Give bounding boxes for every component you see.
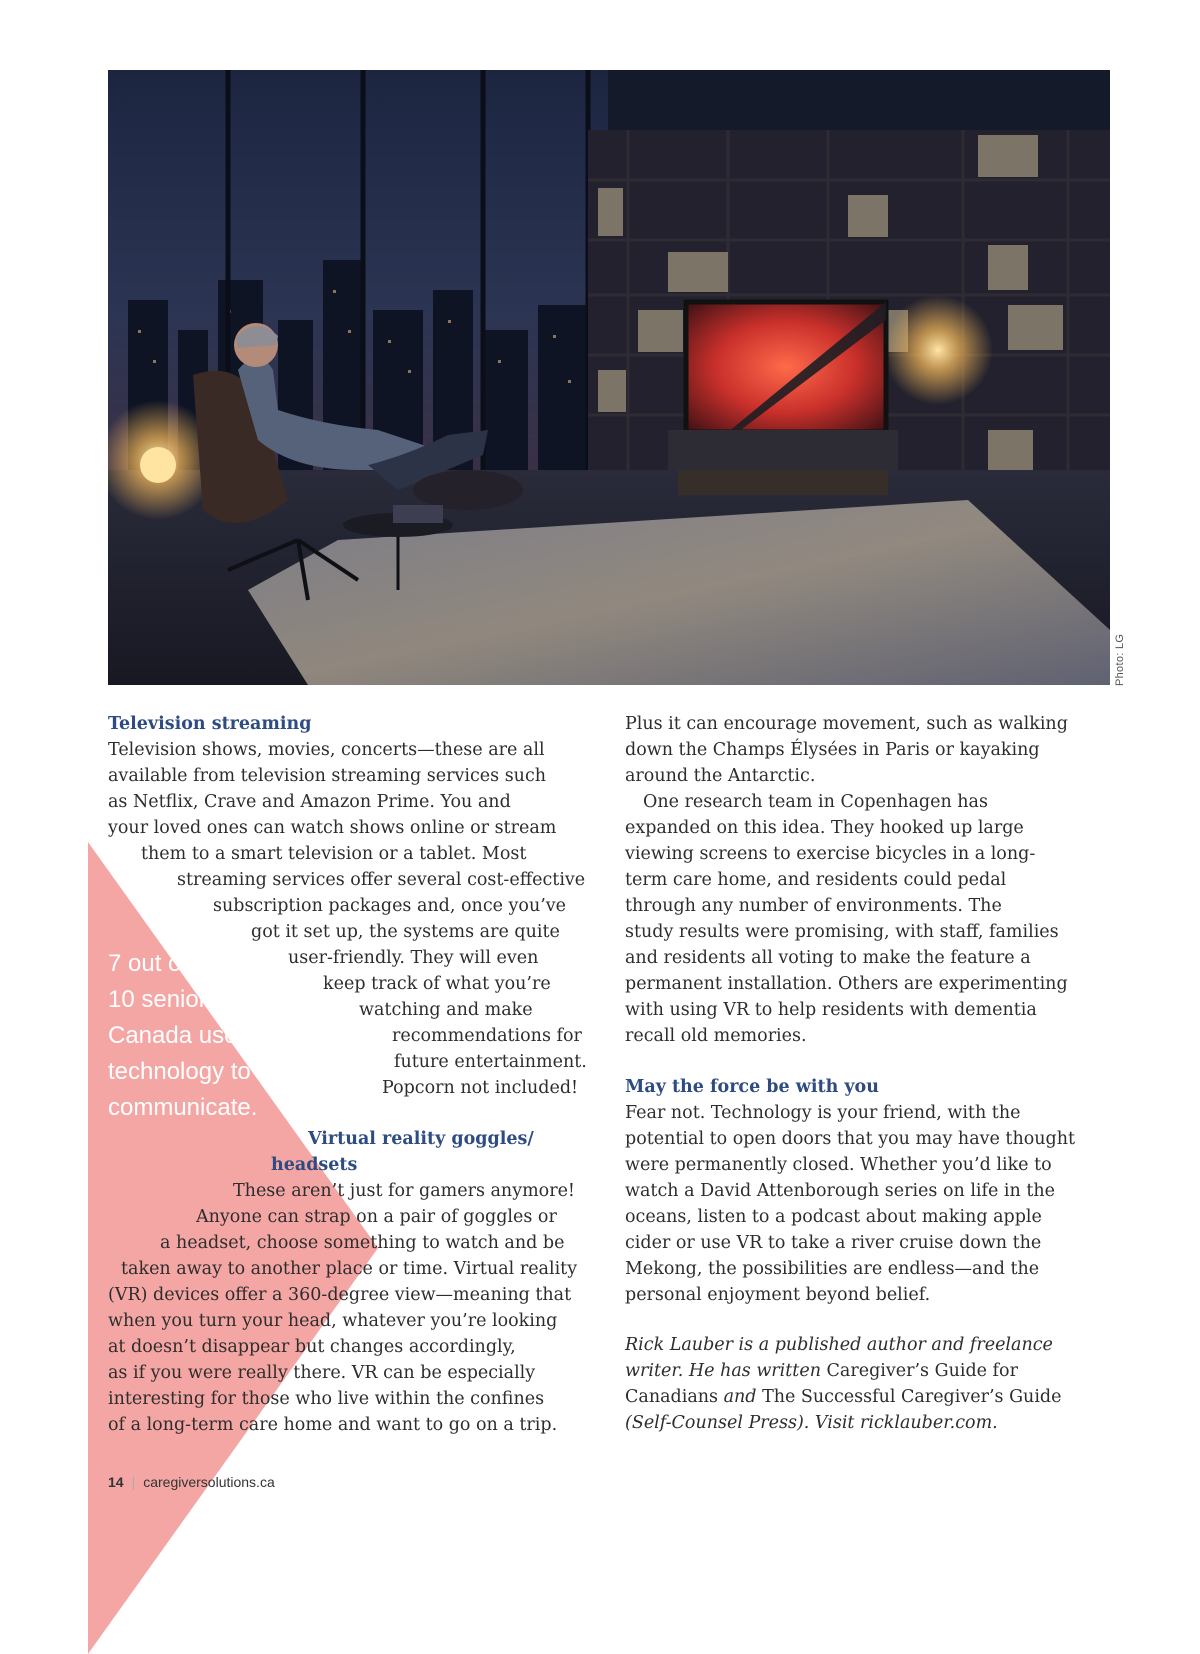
body-line: These aren’t just for gamers anymore! bbox=[233, 1181, 575, 1201]
author-bio-line: (Self-Counsel Press). Visit ricklauber.com. bbox=[625, 1413, 998, 1433]
body-line: Plus it can encourage movement, such as walking bbox=[625, 714, 1068, 734]
body-line: potential to open doors that you may have thought bbox=[625, 1129, 1076, 1149]
author-bio-text: writer. He has written bbox=[625, 1361, 827, 1381]
body-line: Fear not. Technology is your friend, with the bbox=[625, 1103, 1021, 1123]
body-line: keep track of what you’re bbox=[323, 974, 551, 994]
page-number: 14 bbox=[108, 1474, 124, 1490]
section-heading-vr-cont: headsets bbox=[271, 1155, 358, 1175]
body-line: watching and make bbox=[359, 1000, 533, 1020]
hero-photo bbox=[108, 70, 1110, 685]
body-line: term care home, and residents could pedal bbox=[625, 870, 1007, 890]
body-line: recommendations for bbox=[392, 1026, 582, 1046]
book-title: Canadians bbox=[625, 1387, 719, 1407]
body-line: and residents all voting to make the feature a bbox=[625, 948, 1031, 968]
section-heading-may-the-force: May the force be with you bbox=[625, 1077, 879, 1097]
body-line: around the Antarctic. bbox=[625, 766, 816, 786]
pull-quote-line: communicate. bbox=[108, 1094, 258, 1121]
author-bio-line: Rick Lauber is a published author and freelance bbox=[625, 1335, 1053, 1355]
author-bio-line bbox=[625, 1384, 1061, 1410]
body-line: with using VR to help residents with dementia bbox=[625, 1000, 1037, 1020]
body-line: subscription packages and, once you’ve bbox=[213, 896, 567, 916]
body-line: personal enjoyment beyond belief. bbox=[625, 1285, 931, 1305]
body-line: when you turn your head, whatever you’re looking bbox=[108, 1311, 558, 1331]
body-line: streaming services offer several cost-effective bbox=[177, 870, 586, 890]
body-line: viewing screens to exercise bicycles in a long- bbox=[625, 844, 1036, 864]
body-line: Mekong, the possibilities are endless—and the bbox=[625, 1259, 1040, 1279]
body-line: (VR) devices offer a 360-degree view—meaning that bbox=[108, 1285, 572, 1305]
footer-divider: | bbox=[131, 1474, 136, 1490]
body-line: Television shows, movies, concerts—these are all bbox=[108, 740, 545, 760]
section-heading-vr: Virtual reality goggles/ bbox=[308, 1129, 534, 1149]
body-line: them to a smart television or a tablet. Most bbox=[141, 844, 527, 864]
body-line: were permanently closed. Whether you’d like to bbox=[625, 1155, 1052, 1175]
body-line: Anyone can strap on a pair of goggles or bbox=[196, 1207, 557, 1227]
author-bio-line bbox=[625, 1358, 1018, 1384]
body-line: available from television streaming services such bbox=[108, 766, 547, 786]
section-heading-television-streaming: Television streaming bbox=[108, 714, 312, 734]
body-line: down the Champs Élysées in Paris or kayaking bbox=[625, 740, 1040, 760]
body-line: as Netflix, Crave and Amazon Prime. You and bbox=[108, 792, 511, 812]
body-line: a headset, choose something to watch and be bbox=[160, 1233, 565, 1253]
body-line: as if you were really there. VR can be especially bbox=[108, 1363, 536, 1383]
body-line: One research team in Copenhagen has bbox=[643, 792, 988, 812]
body-line: recall old memories. bbox=[625, 1026, 807, 1046]
body-line: study results were promising, with staff, families bbox=[625, 922, 1059, 942]
body-line: permanent installation. Others are experimenting bbox=[625, 974, 1068, 994]
body-line: got it set up, the systems are quite bbox=[251, 922, 560, 942]
body-line: your loved ones can watch shows online or stream bbox=[108, 818, 557, 838]
body-line: expanded on this idea. They hooked up large bbox=[625, 818, 1024, 838]
body-line: interesting for those who live within the confines bbox=[108, 1389, 545, 1409]
body-line: watch a David Attenborough series on life in the bbox=[625, 1181, 1056, 1201]
body-line: Popcorn not included! bbox=[382, 1078, 579, 1098]
body-line: through any number of environments. The bbox=[625, 896, 1002, 916]
book-title: The Successful Caregiver’s Guide bbox=[762, 1387, 1062, 1407]
page-footer bbox=[108, 1474, 275, 1490]
body-line: at doesn’t disappear but changes accordingly, bbox=[108, 1337, 516, 1357]
hero-photo-illustration bbox=[108, 70, 1110, 685]
body-line: future entertainment. bbox=[394, 1052, 587, 1072]
body-line: user-friendly. They will even bbox=[288, 948, 539, 968]
body-line: cider or use VR to take a river cruise down the bbox=[625, 1233, 1042, 1253]
body-line: taken away to another place or time. Virtual reality bbox=[121, 1259, 578, 1279]
pull-quote-line: 7 out of bbox=[108, 950, 189, 977]
pull-quote-line: Canada use bbox=[108, 1022, 238, 1049]
body-line: of a long-term care home and want to go on a trip. bbox=[108, 1415, 558, 1435]
book-title: Caregiver’s Guide for bbox=[826, 1361, 1018, 1381]
body-line: oceans, listen to a podcast about making apple bbox=[625, 1207, 1042, 1227]
photo-credit: Photo: LG bbox=[1114, 633, 1126, 686]
author-bio-text: and bbox=[718, 1387, 763, 1407]
footer-site: caregiversolutions.ca bbox=[143, 1474, 275, 1490]
pull-quote-line: technology to bbox=[108, 1058, 251, 1085]
pull-quote-line: 10 seniors in bbox=[108, 986, 245, 1013]
